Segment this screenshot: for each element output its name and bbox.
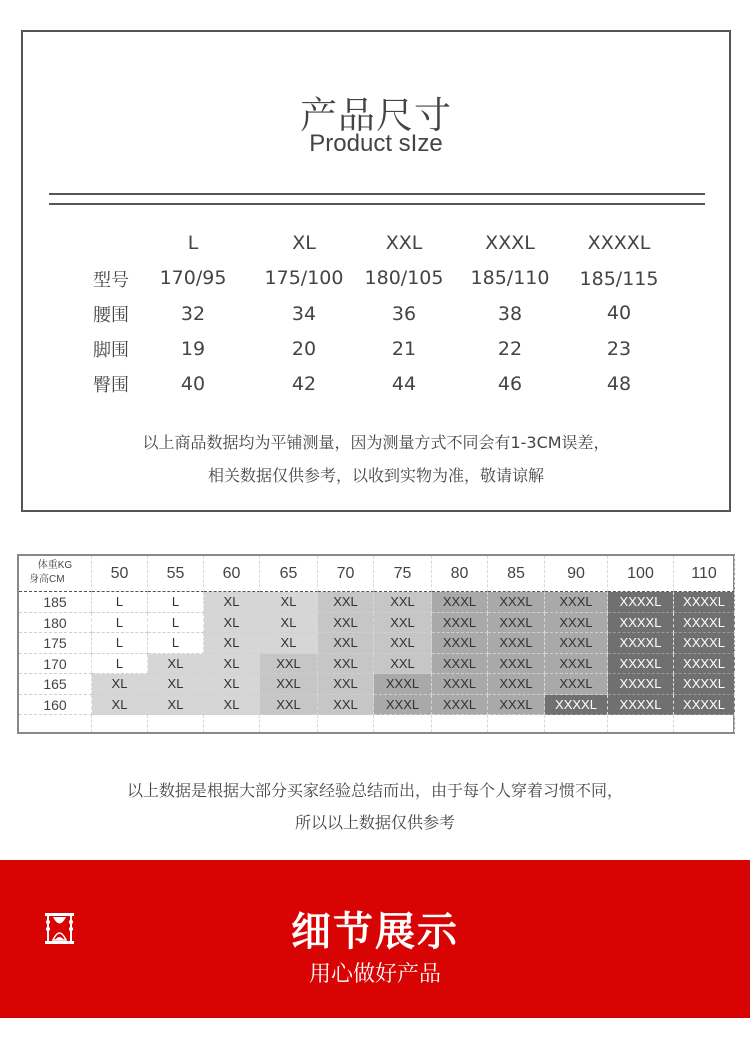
size-cell: XXXXL <box>608 613 674 634</box>
size-cell: 44 <box>391 373 417 395</box>
size-cell: XXXXL <box>674 613 735 634</box>
size-cell: XL <box>92 674 148 695</box>
size-cell: XXL <box>260 695 318 716</box>
weight-header: 85 <box>488 556 545 592</box>
empty-cell <box>674 715 735 732</box>
size-cell: 40 <box>180 373 206 395</box>
empty-cell <box>260 715 318 732</box>
size-cell: XXXL <box>545 592 608 613</box>
size-cell: XL <box>204 613 260 634</box>
size-cell: XXXL <box>488 695 545 716</box>
size-cell: XXL <box>318 613 374 634</box>
size-cell: L <box>148 592 204 613</box>
size-cell: 170/95 <box>159 267 227 289</box>
height-label: 165 <box>19 674 92 695</box>
size-cell: XXXXL <box>674 592 735 613</box>
size-cell: L <box>92 613 148 634</box>
size-cell: XL <box>148 695 204 716</box>
weight-header: 65 <box>260 556 318 592</box>
height-label: 185 <box>19 592 92 613</box>
size-cell: XXXXL <box>608 654 674 675</box>
size-cell: 185/115 <box>579 268 659 290</box>
size-cell: 32 <box>180 303 206 325</box>
size-cell: XL <box>204 592 260 613</box>
size-cell: 34 <box>291 303 317 325</box>
size-cell: XXXL <box>545 613 608 634</box>
size-cell: XXXL <box>488 674 545 695</box>
size-cell: XXXL <box>374 695 432 716</box>
weight-header: 50 <box>92 556 148 592</box>
size-cell: XXXXL <box>674 654 735 675</box>
size-cell: XL <box>260 592 318 613</box>
size-cell: 46 <box>497 373 523 395</box>
size-cell: XXXL <box>488 592 545 613</box>
size-cell: XL <box>204 633 260 654</box>
page-subtitle: Product sIze <box>309 130 443 157</box>
empty-cell <box>318 715 374 732</box>
divider-top <box>49 193 705 195</box>
size-cell: 40 <box>606 302 632 324</box>
size-cell: XL <box>260 633 318 654</box>
weight-header: 110 <box>674 556 735 592</box>
size-cell: 23 <box>606 338 632 360</box>
row-label-model: 型号 <box>93 270 129 291</box>
size-cell: XXXXL <box>674 674 735 695</box>
empty-cell <box>374 715 432 732</box>
height-label: 180 <box>19 613 92 634</box>
size-cell: XXXL <box>545 674 608 695</box>
size-col-header: XL <box>292 232 316 254</box>
weight-header: 60 <box>204 556 260 592</box>
size-cell: XXXXL <box>545 695 608 716</box>
fit-note-line1: 以上数据是根据大部分买家经验总结而出，由于每个人穿着习惯不同， <box>126 781 623 800</box>
size-cell: XXL <box>374 592 432 613</box>
size-cell: XXXL <box>432 695 488 716</box>
weight-header: 75 <box>374 556 432 592</box>
size-cell: 19 <box>180 338 206 360</box>
size-cell: 36 <box>391 303 417 325</box>
size-cell: XXXL <box>488 654 545 675</box>
empty-cell <box>545 715 608 732</box>
empty-cell <box>488 715 545 732</box>
size-cell: XXL <box>374 613 432 634</box>
size-cell: XXL <box>260 674 318 695</box>
height-label: 170 <box>19 654 92 675</box>
size-cell: XL <box>260 613 318 634</box>
size-col-header: XXXXL <box>587 232 651 254</box>
size-cell: 20 <box>291 338 317 360</box>
empty-cell <box>19 715 92 732</box>
size-cell: XXXXL <box>608 674 674 695</box>
size-cell: L <box>148 613 204 634</box>
empty-cell <box>432 715 488 732</box>
size-cell: XXL <box>260 654 318 675</box>
size-col-header: XXXL <box>485 232 535 254</box>
size-cell: XL <box>148 674 204 695</box>
size-cell: XXXL <box>432 654 488 675</box>
weight-header: 80 <box>432 556 488 592</box>
measurement-note-line2: 相关数据仅供参考，以收到实物为准，敬请谅解 <box>207 466 544 485</box>
detail-banner <box>0 860 750 1018</box>
table-corner-header <box>19 556 92 592</box>
corner-height-label: 身高CM <box>29 574 65 585</box>
size-cell: 48 <box>606 373 632 395</box>
size-cell: XXXL <box>374 674 432 695</box>
size-cell: XXXXL <box>608 592 674 613</box>
height-label: 160 <box>19 695 92 716</box>
size-cell: L <box>92 592 148 613</box>
corner-weight-label: 体重KG <box>37 560 73 571</box>
banner-subtitle: 用心做好产品 <box>308 962 441 987</box>
empty-cell <box>92 715 148 732</box>
size-cell: XXL <box>374 654 432 675</box>
size-cell: XXXL <box>488 613 545 634</box>
size-col-header: L <box>187 232 199 254</box>
banner-title: 细节展示 <box>291 909 459 955</box>
row-label-waist: 腰围 <box>93 305 129 326</box>
size-cell: XL <box>204 654 260 675</box>
size-cell: XXL <box>318 633 374 654</box>
size-cell: 185/110 <box>470 267 550 289</box>
size-cell: XXXL <box>432 633 488 654</box>
size-cell: L <box>92 633 148 654</box>
size-cell: XXXL <box>545 633 608 654</box>
empty-cell <box>204 715 260 732</box>
size-cell: 38 <box>497 303 523 325</box>
weight-header: 70 <box>318 556 374 592</box>
empty-cell <box>608 715 674 732</box>
size-cell: XXXXL <box>608 695 674 716</box>
size-cell: XXL <box>318 674 374 695</box>
size-cell: XL <box>92 695 148 716</box>
size-cell: 175/100 <box>264 267 344 289</box>
size-cell: L <box>92 654 148 675</box>
size-cell: XXL <box>318 654 374 675</box>
weight-header: 55 <box>148 556 204 592</box>
size-cell: 21 <box>391 338 417 360</box>
weight-header: 100 <box>608 556 674 592</box>
size-cell: 22 <box>497 338 523 360</box>
size-cell: XL <box>148 654 204 675</box>
size-col-header: XXL <box>385 232 423 254</box>
empty-cell <box>148 715 204 732</box>
size-cell: XXXL <box>432 613 488 634</box>
size-cell: 180/105 <box>364 267 444 289</box>
weight-header: 90 <box>545 556 608 592</box>
size-cell: XXXL <box>432 592 488 613</box>
size-cell: L <box>148 633 204 654</box>
row-label-leg-opening: 脚围 <box>93 340 129 361</box>
row-label-hip: 臀围 <box>93 375 129 396</box>
page-title: 产品尺寸 <box>300 94 452 137</box>
height-label: 175 <box>19 633 92 654</box>
size-chart-frame <box>21 30 731 512</box>
size-cell: XXXL <box>488 633 545 654</box>
size-cell: XXL <box>374 633 432 654</box>
size-cell: XXL <box>318 592 374 613</box>
height-weight-fit-table <box>17 554 735 734</box>
size-cell: XL <box>204 695 260 716</box>
size-cell: XXXL <box>545 654 608 675</box>
size-cell: XXXXL <box>674 633 735 654</box>
size-cell: XL <box>204 674 260 695</box>
measurement-note-line1: 以上商品数据均为平铺测量，因为测量方式不同会有1-3CM误差， <box>142 433 610 452</box>
size-cell: XXXL <box>432 674 488 695</box>
size-cell: XXXXL <box>608 633 674 654</box>
fit-note-line2: 所以以上数据仅供参考 <box>294 813 455 832</box>
divider-bottom <box>49 203 705 205</box>
size-cell: XXL <box>318 695 374 716</box>
size-cell: 42 <box>291 373 317 395</box>
size-cell: XXXXL <box>674 695 735 716</box>
